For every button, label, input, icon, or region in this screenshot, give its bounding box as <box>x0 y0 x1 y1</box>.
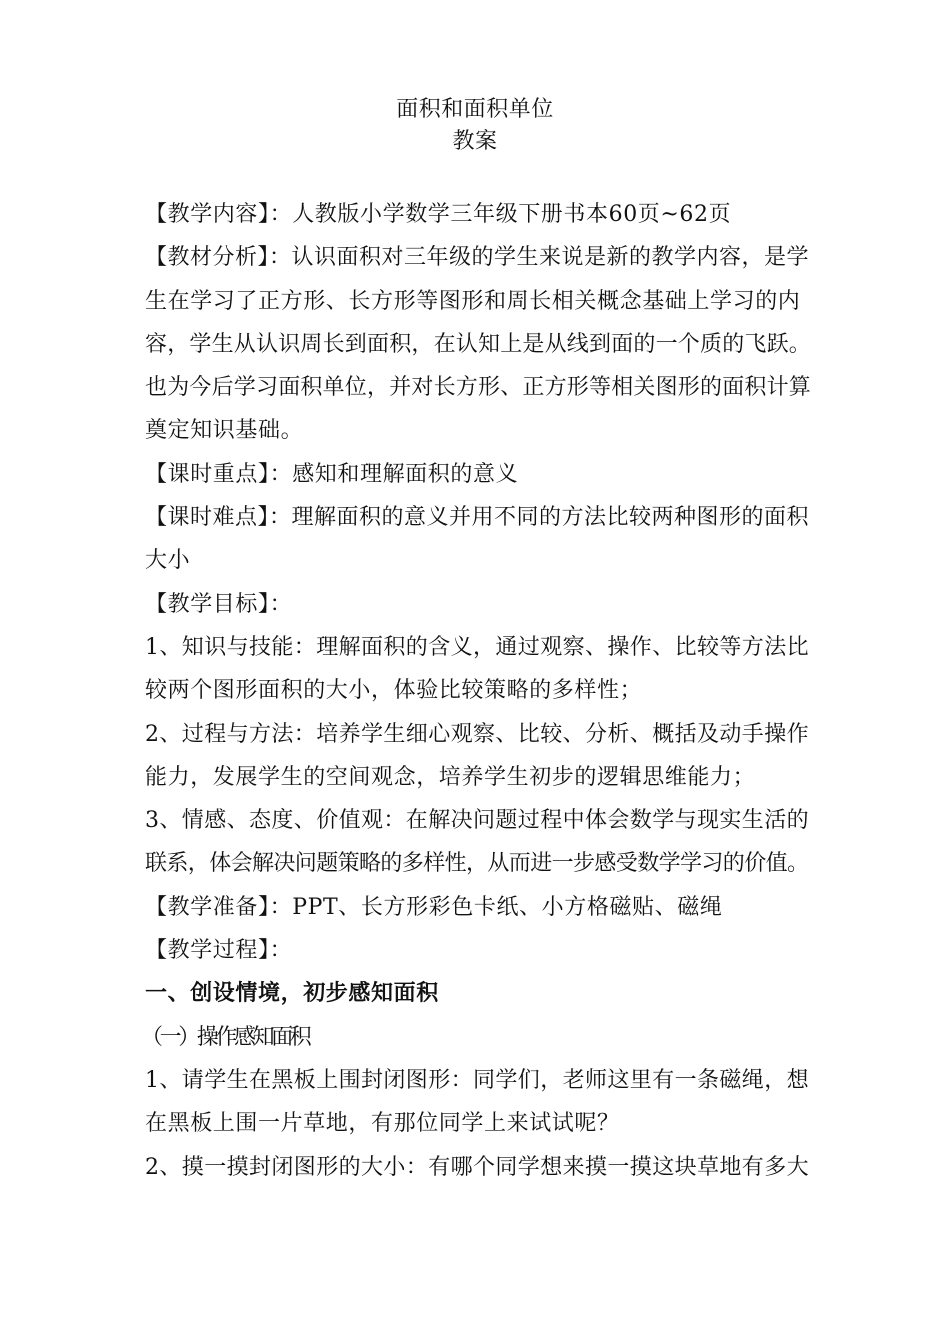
text-line: 【教学目标】： <box>145 591 293 617</box>
text-line: 联系，体会解决问题策略的多样性，从而进一步感受数学学习的价值。 <box>145 851 809 877</box>
document-title <box>0 94 950 158</box>
text-line: 2、摸一摸封闭图形的大小：有哪个同学想来摸一摸这块草地有多大 <box>145 1154 809 1180</box>
text-line: 较两个图形面积的大小，体验比较策略的多样性； <box>145 678 643 704</box>
section-heading: 一、创设情境，初步感知面积 <box>145 980 439 1007</box>
text-line: （一）操作感知面积 <box>141 1024 309 1050</box>
text-line: 【教学内容】：人教版小学数学三年级下册书本60页~62页 <box>145 202 732 227</box>
document-body <box>141 193 812 1189</box>
text-line: 容，学生从认识周长到面积，在认知上是从线到面的一个质的飞跃。 <box>145 331 812 357</box>
text-line: 1、请学生在黑板上围封闭图形：同学们，老师这里有一条磁绳，想 <box>145 1067 809 1093</box>
text-line: 【教材分析】：认识面积对三年级的学生来说是新的教学内容，是学 <box>145 245 810 271</box>
text-line: 生在学习了正方形、长方形等图形和周长相关概念基础上学习的内 <box>145 288 801 314</box>
text-line: 能力，发展学生的空间观念，培养学生初步的逻辑思维能力； <box>145 764 756 790</box>
text-line: 也为今后学习面积单位，并对长方形、正方形等相关图形的面积计算 <box>145 375 812 401</box>
text-line: 在黑板上围一片草地，有那位同学上来试试呢？ <box>145 1111 620 1137</box>
title-sub: 教案 <box>452 129 498 154</box>
title-main: 面积和面积单位 <box>396 97 554 122</box>
text-line: 【教学准备】：PPT、长方形彩色卡纸、小方格磁贴、磁绳 <box>145 894 723 920</box>
text-line: 【课时重点】：感知和理解面积的意义 <box>145 461 519 487</box>
text-line: 1、知识与技能：理解面积的含义，通过观察、操作、比较等方法比 <box>145 634 809 660</box>
text-line: 【课时难点】：理解面积的意义并用不同的方法比较两种图形的面积 <box>145 505 810 531</box>
text-line: 大小 <box>145 548 191 574</box>
text-line: 3、情感、态度、价值观：在解决问题过程中体会数学与现实生活的 <box>145 808 809 834</box>
text-line: 【教学过程】： <box>145 938 293 964</box>
text-line: 2、过程与方法：培养学生细心观察、比较、分析、概括及动手操作 <box>145 721 809 747</box>
text-line: 奠定知识基础。 <box>145 418 304 444</box>
